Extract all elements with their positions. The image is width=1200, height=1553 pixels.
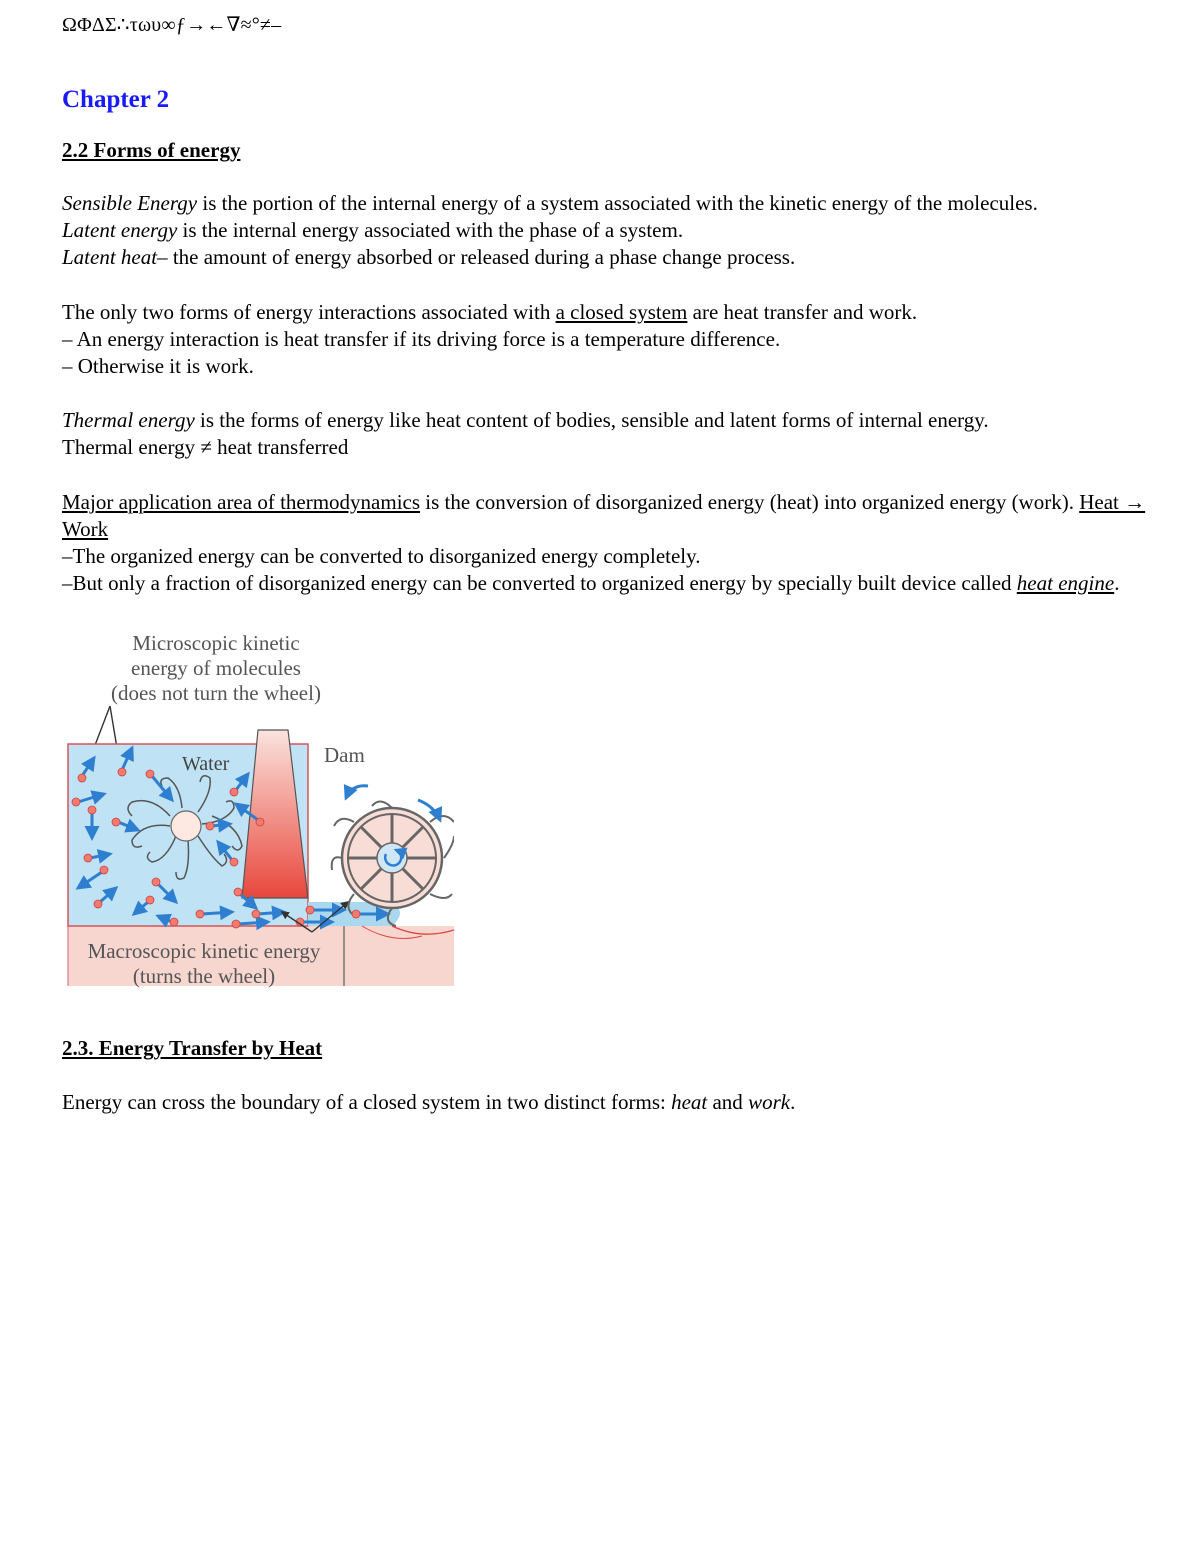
paragraph-organized: –The organized energy can be converted to disorganized energy completely. [62, 544, 701, 568]
paragraph-boundary [62, 1089, 795, 1116]
text-closed-pre: The only two forms of energy interactions associated with [62, 300, 556, 324]
text-application: is the conversion of disorganized energy (heat) into organized energy (work). [420, 490, 1080, 514]
term-work: work [748, 1090, 791, 1114]
paragraph-application [62, 489, 1152, 543]
term-sensible: Sensible Energy [62, 191, 198, 215]
section-heading-2-2: 2.2 Forms of energy [62, 138, 241, 162]
label-dam: Dam [324, 743, 365, 767]
paragraph-thermal-energy [62, 407, 989, 434]
label-micro-2: energy of molecules [131, 656, 301, 680]
paragraph-closed-system [62, 299, 917, 326]
term-heat-engine: heat engine [1016, 571, 1115, 595]
text-closed-post: are heat transfer and work. [687, 300, 918, 324]
label-macro-2: (turns the wheel) [132, 964, 276, 988]
closed-system-link: a closed system [555, 300, 688, 324]
text-boundary: Energy can cross the boundary of a closed system in two distinct forms: [62, 1090, 672, 1114]
term-latent-heat: Latent heat [62, 245, 158, 269]
text-thermal-energy: is the forms of energy like heat content of bodies, sensible and latent forms of internal energy. [194, 408, 989, 432]
dam-waterwheel-figure [62, 626, 454, 988]
text-fraction: –But only a fraction of disorganized energy can be converted to organized energy by specially built device called [62, 571, 1017, 595]
term-latent-energy: Latent energy [62, 218, 178, 242]
section-heading-2-3: 2.3. Energy Transfer by Heat [62, 1036, 323, 1060]
label-micro-1: Microscopic kinetic [132, 631, 300, 655]
label-water: Water [182, 753, 230, 775]
term-thermal-energy: Thermal energy [62, 408, 195, 432]
paragraph-thermal-neq: Thermal energy ≠ heat transferred [62, 435, 349, 459]
text-latent-heat: – the amount of energy absorbed or released during a phase change process. [157, 245, 796, 269]
paragraph-otherwise-work: – Otherwise it is work. [62, 354, 254, 378]
term-application: Major application area of thermodynamics [62, 490, 421, 514]
period-end: . [790, 1090, 796, 1114]
text-and: and [707, 1090, 749, 1114]
paragraph-sensible [62, 190, 1038, 217]
paragraph-latent-heat [62, 244, 795, 271]
paragraph-fraction [62, 570, 1152, 597]
heat-work: Heat → Work [62, 490, 1146, 541]
text-sensible: is the portion of the internal energy of a system associated with the kinetic energy of the molecules. [197, 191, 1038, 215]
label-macro-1: Macroscopic kinetic energy [87, 939, 321, 963]
label-micro-3: (does not turn the wheel) [111, 681, 321, 705]
chapter-title: Chapter 2 [62, 86, 170, 113]
text-latent-energy: is the internal energy associated with the phase of a system. [177, 218, 684, 242]
paragraph-latent-energy [62, 217, 683, 244]
symbol-line: ΩΦΔΣ∴τωυ∞ƒ→←∇≈°≠– [62, 14, 282, 36]
paragraph-heat-transfer: – An energy interaction is heat transfer if its driving force is a temperature difference. [62, 327, 781, 351]
period: . [1114, 571, 1120, 595]
term-heat: heat [671, 1090, 708, 1114]
